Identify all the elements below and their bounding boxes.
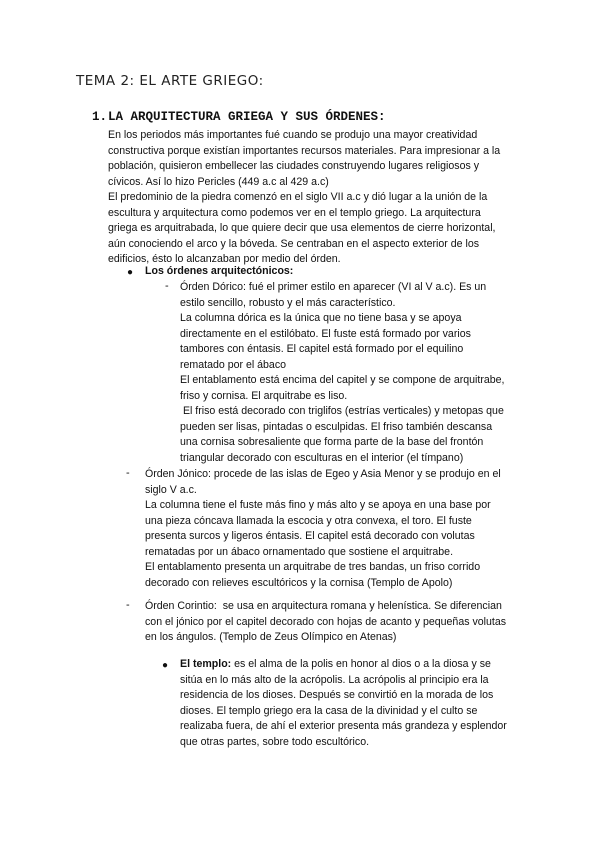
text-line: una pieza cóncava llamada la escocia y otra convexa, el toro. El fuste	[145, 514, 472, 527]
text-line: realizaba fuera, de ahí el exterior presenta más grandeza y esplendor	[180, 720, 507, 732]
ionic-paragraph	[145, 467, 501, 591]
text-line: La columna dórica es la única que no tiene basa y se apoya	[180, 312, 462, 324]
text-line: población, quisieron embellecer las ciudades construyendo lugares religiosos y	[108, 160, 479, 172]
text-line: decorado con relieves escultóricos y la cornisa (Templo de Apolo)	[145, 576, 453, 589]
text-line: Órden Corintio: se usa en arquitectura romana y helenística. Se diferencian	[145, 600, 502, 612]
page-title: TEMA 2: EL ARTE GRIEGO:	[76, 73, 264, 89]
text-line: residencia de los dioses. Después se convirtió en la morada de los	[180, 689, 494, 701]
orders-label	[145, 264, 293, 280]
text-line: El entablamento está encima del capitel y se compone de arquitrabe,	[180, 374, 505, 386]
text-line: siglo V a.c.	[145, 483, 197, 496]
text-line: sitúa en lo más alto de la acrópolis. La acrópolis al principio era la	[180, 673, 489, 686]
text-line: La columna tiene el fuste más fino y más alto y se apoya en una base por	[145, 499, 491, 511]
text-line: griega es arquitrabada, lo que quiere decir que usa elementos de cierre horizontal,	[108, 222, 496, 234]
section-title: LA ARQUITECTURA GRIEGA Y SUS ÓRDENES:	[108, 110, 386, 124]
orders-heading: Los órdenes arquitectónicos:	[145, 265, 294, 277]
text-line: constructiva porque existían importantes recursos materiales. Para impresionar a la	[108, 144, 501, 157]
temple-label: El templo:	[180, 658, 232, 670]
text-line: dioses. El templo griego era la casa de la divinidad y el culto se	[180, 704, 478, 717]
text-line: con el jónico por el capitel decorado con hojas de acanto y pequeñas volutas	[145, 615, 507, 628]
temple-paragraph	[180, 657, 507, 750]
temple-first-line: es el alma de la polis en honor al dios o a la diosa y se	[231, 658, 491, 670]
text-line: En los periodos más importantes fué cuando se produjo una mayor creatividad	[108, 129, 478, 141]
text-line: El friso está decorado con triglifos (estrías verticales) y metopas que	[180, 405, 504, 417]
text-line: que otras partes, sobre todo escultórico.	[180, 735, 370, 748]
text-line: rematadas por un ábaco ornamentado que sostiene el arquitrabe.	[145, 545, 454, 558]
text-line: cívicos. Así lo hizo Pericles (449 a.c al 429 a.c)	[108, 175, 329, 188]
text-line: en los ángulos. (Templo de Zeus Olímpico en Atenas)	[145, 631, 397, 643]
text-line: presenta surcos y ligeros éntasis. El capitel está decorado con volutas	[145, 530, 475, 542]
text-line: Órden Dórico: fué el primer estilo en aparecer (VI al V a.c). Es un	[180, 281, 487, 293]
text-line: una cornisa sobresaliente que forma parte de la base del frontón	[180, 436, 484, 448]
text-line: triangular decorado con esculturas en el interior (el tímpano)	[180, 451, 464, 464]
text-line: tambores con éntasis. El capitel está formado por el equilino	[180, 343, 464, 355]
section-number: 1.	[92, 110, 108, 124]
bullet-icon: ●	[162, 660, 169, 671]
dash-icon: -	[126, 467, 130, 479]
dash-icon: -	[165, 280, 169, 292]
doric-paragraph	[180, 280, 504, 466]
text-line: estilo sencillo, robusto y el más característico.	[180, 296, 396, 309]
text-line: El predominio de la piedra comenzó en el siglo VII a.c y dió lugar a la unión de la	[108, 191, 488, 203]
intro-paragraph	[108, 128, 500, 268]
text-line	[180, 657, 507, 673]
text-line: friso y cornisa. El arquitrabe es liso.	[180, 389, 348, 402]
text-line: directamente en el estilóbato. El fuste está formado por varios	[180, 327, 471, 340]
section-heading	[92, 110, 386, 124]
text-line: aún conociendo el arco y la bóveda. Se centraban en el aspecto exterior de los	[108, 237, 480, 250]
corinthian-paragraph	[145, 599, 506, 646]
bullet-icon: ●	[127, 267, 134, 278]
text-line: pueden ser lisas, pintadas o esculpidas. El friso también descansa	[180, 420, 493, 433]
text-line: escultura y arquitectura como podemos ver en el templo griego. La arquitectura	[108, 206, 481, 219]
text-line: rematado por el ábaco	[180, 358, 287, 371]
text-line: Órden Jónico: procede de las islas de Egeo y Asia Menor y se produjo en el	[145, 468, 501, 480]
dash-icon: -	[126, 599, 130, 611]
text-line: El entablamento presenta un arquitrabe de tres bandas, un friso corrido	[145, 561, 481, 573]
text-line: edificios, ésto lo alcanzaban por medio del órden.	[108, 253, 341, 265]
